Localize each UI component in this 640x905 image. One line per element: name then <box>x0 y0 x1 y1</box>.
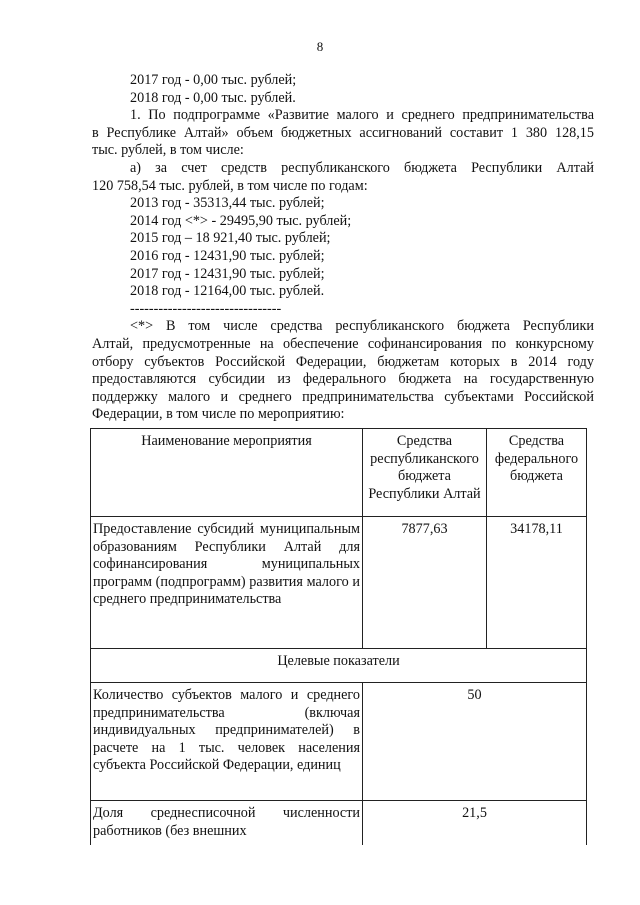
text-line: 2016 год - 12431,90 тыс. рублей; <box>130 247 325 264</box>
row-republic-value: 7877,63 <box>363 517 487 649</box>
table-header-row <box>91 429 587 517</box>
text-line: 2013 год - 35313,44 тыс. рублей; <box>130 195 325 212</box>
footnote-line: Федерации, в том числе по мероприятию: <box>92 406 345 423</box>
footnote-separator: -------------------------------- <box>130 300 282 317</box>
text-line: 2015 год – 18 921,40 тыс. рублей; <box>130 230 331 247</box>
text-line: в Республике Алтай» объем бюджетных ассигнований составит 1 380 128,15 <box>92 124 594 141</box>
text-line: 2014 год <*> - 29495,90 тыс. рублей; <box>130 212 352 229</box>
header-federal-budget: Средства федерального бюджета <box>487 429 587 517</box>
text-line: 1. По подпрограмме «Развитие малого и среднего предпринимательства <box>130 107 594 124</box>
indicator-value: 21,5 <box>363 801 587 845</box>
table-row <box>91 683 587 801</box>
text-line: 2018 год - 0,00 тыс. рублей. <box>130 89 296 106</box>
table-row <box>91 801 587 845</box>
footnote-line: Алтай, предусмотренные на обеспечение софинансирования по конкурсному <box>92 335 594 352</box>
indicator-value: 50 <box>363 683 587 801</box>
text-line: 120 758,54 тыс. рублей, в том числе по годам: <box>92 177 368 194</box>
table-section-row <box>91 649 587 683</box>
footnote-line: предоставляются субсидии из федерального бюджета на государственную <box>92 371 594 388</box>
footnote-line: <*> В том числе средства республиканского бюджета Республики <box>130 318 594 335</box>
text-line: 2017 год - 12431,90 тыс. рублей; <box>130 265 325 282</box>
footnote-line: отбору субъектов Российской Федерации, бюджетам которых в 2014 году <box>92 353 594 370</box>
row-measure-name: Предоставление субсидий муниципальным образованиям Республики Алтай для софинансирования муниципальных программ (подпрограмм) развития малого и среднего предпринимательства <box>91 517 363 649</box>
text-line: 2017 год - 0,00 тыс. рублей; <box>130 72 297 88</box>
indicator-name: Доля среднесписочной численности работников (без внешних <box>91 801 363 845</box>
section-title: Целевые показатели <box>91 649 587 683</box>
footnote-line: поддержку малого и среднего предпринимательства субъектами Российской <box>92 388 594 405</box>
row-federal-value: 34178,11 <box>487 517 587 649</box>
table-row <box>91 517 587 649</box>
body-text <box>92 72 594 424</box>
header-republic-budget: Средства республиканского бюджета Республики Алтай <box>363 429 487 517</box>
indicator-name: Количество субъектов малого и среднего предпринимательства (включая индивидуальных предпринимателей) в расчете на 1 тыс. человек населения субъекта Российской Федерации, единиц <box>91 683 363 801</box>
text-line: а) за счет средств республиканского бюджета Республики Алтай <box>130 159 594 176</box>
header-name: Наименование мероприятия <box>91 429 363 517</box>
page-number: 8 <box>316 39 324 54</box>
text-line: 2018 год - 12164,00 тыс. рублей. <box>130 283 325 300</box>
text-line: тыс. рублей, в том числе: <box>92 142 244 159</box>
measures-table <box>90 428 587 845</box>
